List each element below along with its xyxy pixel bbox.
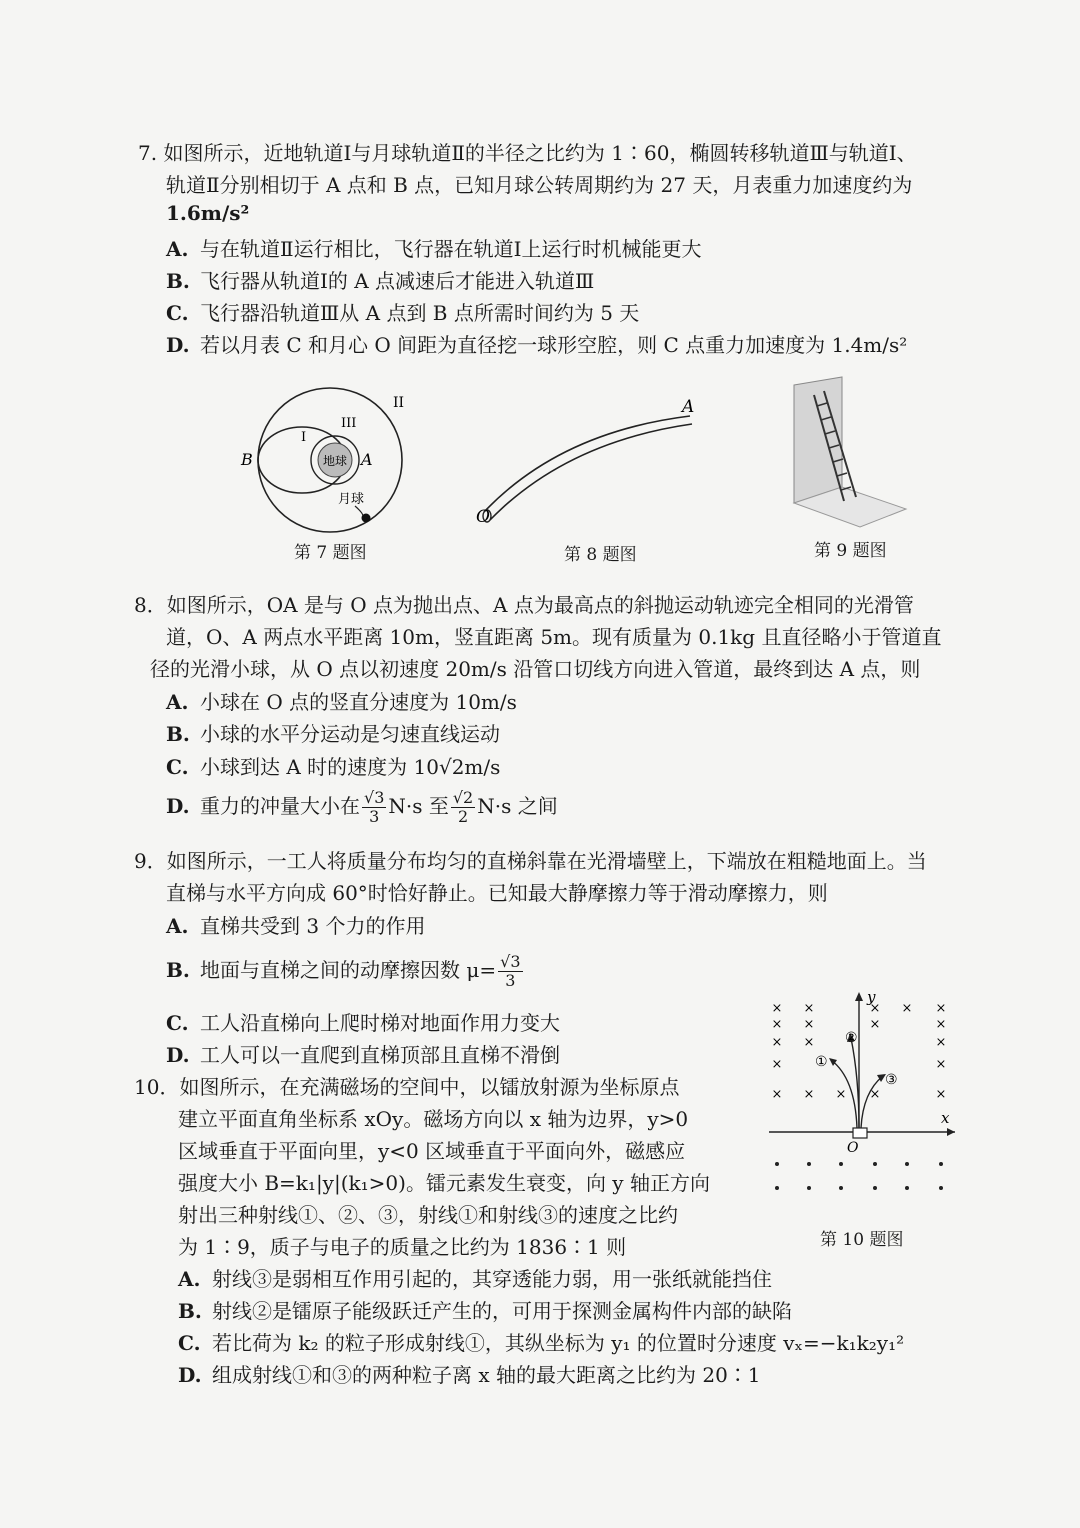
q9-option-c: C. 工人沿直梯向上爬时梯对地面作用力变大 <box>166 1011 560 1035</box>
q7-stem-line1: 7. 如图所示，近地轨道Ⅰ与月球轨道Ⅱ的半径之比约为 1∶60，椭圆转移轨道Ⅲ与轨道Ⅰ、 <box>138 141 917 165</box>
dot-mark <box>839 1186 843 1190</box>
figure-10-caption: 第 10 题图 <box>820 1230 904 1250</box>
wall <box>794 377 842 503</box>
fraction-sqrt3-over-3: $\frac{√3}{3}$ <box>364 788 385 826</box>
dot-mark <box>839 1162 843 1166</box>
cross-mark: × <box>935 1087 947 1102</box>
q10-stem-line1: 10．如图所示，在充满磁场的空间中，以镭放射源为坐标原点 <box>134 1075 680 1099</box>
ray-2-label: ② <box>845 1030 858 1046</box>
ray-3-path <box>861 1076 883 1128</box>
q10-option-d: D. 组成射线①和③的两种粒子离 x 轴的最大距离之比约为 20∶1 <box>178 1363 761 1387</box>
q10-stem-line4: 强度大小 B=k₁|y|(k₁>0)。镭元素发生衰变，向 y 轴正方向 <box>178 1171 710 1195</box>
q10-stem-line5: 射出三种射线①、②、③，射线①和射线③的速度之比约 <box>178 1203 678 1227</box>
cross-mark: × <box>771 1001 783 1016</box>
q7-option-b: B. 飞行器从轨道Ⅰ的 A 点减速后才能进入轨道Ⅲ <box>166 269 595 293</box>
q10-option-c: C. 若比荷为 k₂ 的粒子形成射线①，其纵坐标为 y₁ 的位置时分速度 vₓ=−k₁k₂y₁² <box>178 1331 905 1355</box>
y-axis-label: y <box>867 988 876 1006</box>
cross-mark: × <box>803 1017 815 1032</box>
cross-mark: × <box>935 1001 947 1016</box>
cross-mark: × <box>869 1087 881 1102</box>
cross-mark: × <box>869 1001 881 1016</box>
cross-mark: × <box>935 1057 947 1072</box>
cross-mark: × <box>771 1017 783 1032</box>
cross-mark: × <box>869 1017 881 1032</box>
cross-mark: × <box>771 1057 783 1072</box>
q9-option-a: A. 直梯共受到 3 个力的作用 <box>166 914 426 938</box>
fraction-sqrt2-over-2: $\frac{√2}{2}$ <box>452 788 474 826</box>
point-b-label: B <box>241 450 253 469</box>
dot-mark <box>939 1162 943 1166</box>
dot-mark <box>807 1162 811 1166</box>
cross-mark: × <box>771 1087 783 1102</box>
q8-stem-line1: 8．如图所示，OA 是与 O 点为抛出点、A 点为最高点的斜抛运动轨迹完全相同的光滑管 <box>134 593 914 617</box>
q9-stem-line1: 9．如图所示，一工人将质量分布均匀的直梯斜靠在光滑墙壁上，下端放在粗糙地面上。当 <box>134 849 927 873</box>
figure-10-magnetic-field <box>765 988 965 1203</box>
moon-label: 月球 <box>338 492 365 507</box>
field-out-of-page-marks <box>775 1162 943 1190</box>
q10-stem-line2: 建立平面直角坐标系 xOy。磁场方向以 x 轴为边界，y>0 <box>178 1107 689 1131</box>
q9-stem-line2: 直梯与水平方向成 60°时恰好静止。已知最大静摩擦力等于滑动摩擦力，则 <box>166 881 828 905</box>
fraction-sqrt3-over-3: $\frac{√3}{3}$ <box>500 952 521 990</box>
q7-option-a: A. 与在轨道Ⅱ运行相比，飞行器在轨道Ⅰ上运行时机械能更大 <box>166 237 702 261</box>
origin-label: O <box>847 1140 859 1156</box>
ray-3-label: ③ <box>885 1072 898 1088</box>
q8-option-a: A. 小球在 O 点的竖直分速度为 10m/s <box>166 690 517 714</box>
q7-option-c: C. 飞行器沿轨道Ⅲ从 A 点到 B 点所需时间约为 5 天 <box>166 301 640 325</box>
dot-mark <box>775 1186 779 1190</box>
cross-mark: × <box>935 1017 947 1032</box>
dot-mark <box>807 1186 811 1190</box>
q8-option-d: D. 重力的冲量大小在 $\frac{√3}{3}$ N·s 至 $\frac{√2}{2}$ N·s 之间 <box>166 788 558 826</box>
q7-stem-line2: 轨道Ⅱ分别相切于 A 点和 B 点，已知月球公转周期约为 27 天，月表重力加速度约为 <box>166 173 913 197</box>
dot-mark <box>873 1162 877 1166</box>
q7-stem-line3: 1.6m/s² <box>166 201 250 225</box>
point-a-label: A <box>361 450 373 469</box>
q8-option-b: B. 小球的水平分运动是匀速直线运动 <box>166 722 500 746</box>
q10-stem-line6: 为 1∶9，质子与电子的质量之比约为 1836∶1 则 <box>178 1235 627 1259</box>
point-o-label: O <box>476 507 490 527</box>
q9-option-b: B. 地面与直梯之间的动摩擦因数 μ= $\frac{√3}{3}$ <box>166 952 521 990</box>
radium-source <box>853 1128 867 1138</box>
q8-stem-line3: 径的光滑小球，从 O 点以初速度 20m/s 沿管口切线方向进入管道，最终到达 A 点，则 <box>150 657 921 681</box>
figure-9-caption: 第 9 题图 <box>814 541 887 561</box>
cross-mark: × <box>803 1001 815 1016</box>
orbit-2-label: II <box>393 395 405 411</box>
dot-mark <box>905 1186 909 1190</box>
ray-2-path <box>851 1038 859 1128</box>
figure-9-ladder <box>780 375 915 535</box>
cross-mark: × <box>803 1087 815 1102</box>
dot-mark <box>939 1186 943 1190</box>
q10-option-b: B. 射线②是镭原子能级跃迁产生的，可用于探测金属构件内部的缺陷 <box>178 1299 792 1323</box>
cross-mark: × <box>803 1035 815 1050</box>
q9-option-d: D. 工人可以一直爬到直梯顶部且直梯不滑倒 <box>166 1043 560 1067</box>
q8-option-c: C. 小球到达 A 时的速度为 10√2m/s <box>166 755 501 779</box>
cross-mark: × <box>835 1087 847 1102</box>
orbit-3-label: III <box>341 416 357 431</box>
earth-label: 地球 <box>322 454 348 468</box>
ray-1-label: ① <box>815 1054 828 1070</box>
dot-mark <box>775 1162 779 1166</box>
dot-mark <box>905 1162 909 1166</box>
cross-mark: × <box>935 1035 947 1050</box>
q10-stem-line3: 区域垂直于平面向里，y<0 区域垂直于平面向外，磁感应 <box>178 1139 686 1163</box>
figure-7-orbits <box>235 385 425 535</box>
q8-stem-line2: 道，O、A 两点水平距离 10m，竖直距离 5m。现有质量为 0.1kg 且直径略小于管道直 <box>166 625 942 649</box>
figure-8-tube <box>470 390 705 530</box>
figure-8-caption: 第 8 题图 <box>564 545 637 565</box>
moon-icon <box>362 514 371 523</box>
q10-option-a: A. 射线③是弱相互作用引起的，其穿透能力弱，用一张纸就能挡住 <box>178 1267 772 1291</box>
orbit-1-label: I <box>301 430 307 445</box>
cross-mark: × <box>901 1001 913 1016</box>
x-axis-label: x <box>941 1109 950 1127</box>
point-a-label: A <box>682 397 695 417</box>
dot-mark <box>873 1186 877 1190</box>
figure-7-caption: 第 7 题图 <box>294 543 367 563</box>
cross-mark: × <box>771 1035 783 1050</box>
q7-option-d: D. 若以月表 C 和月心 O 间距为直径挖一球形空腔，则 C 点重力加速度为 1.4m/s² <box>166 333 908 357</box>
